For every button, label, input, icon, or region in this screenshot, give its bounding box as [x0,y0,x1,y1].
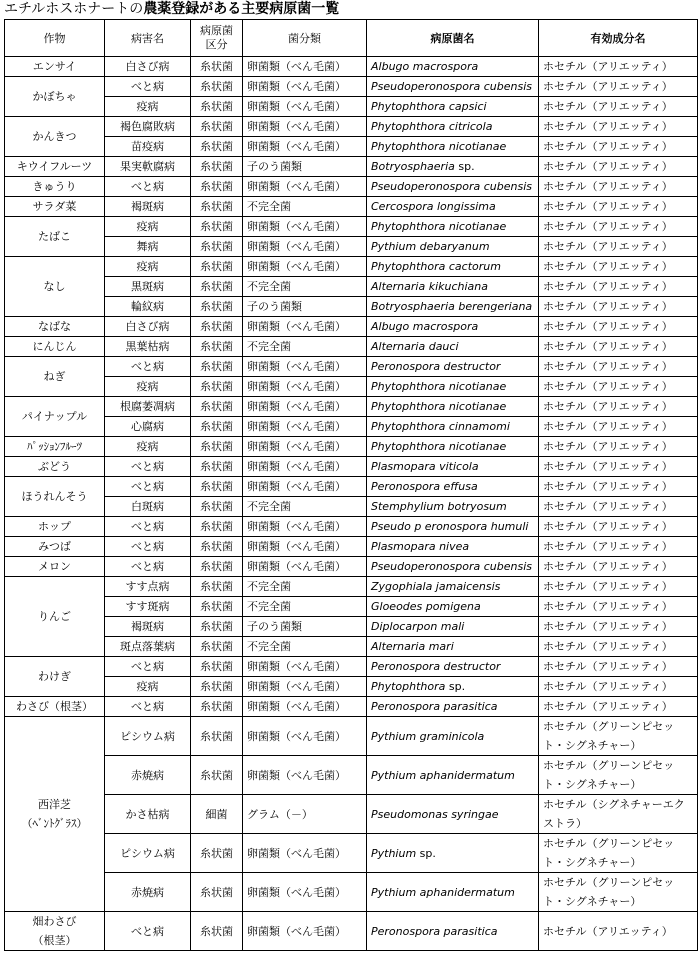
pathogen-cell: Pseudoperonospora cubensis [367,177,539,197]
pathogen-table [4,19,698,951]
pathogen-cell: Albugo macrospora [367,57,539,77]
class-cell: 不完全菌 [243,337,367,357]
ingredient-cell: ホセチル（アリエッティ） [539,637,698,657]
class-cell: 卵菌類（べん毛菌） [243,57,367,77]
class-cell: 卵菌類（べん毛菌） [243,477,367,497]
table-row [5,377,698,397]
class-cell: 卵菌類（べん毛菌） [243,557,367,577]
pathogen-cell: Plasmopara viticola [367,457,539,477]
ingredient-cell: ホセチル（アリエッティ） [539,137,698,157]
pathogen-cell [367,677,539,697]
table-row [5,197,698,217]
header-class: 菌分類 [243,20,367,57]
ingredient-cell: ホセチル（アリエッティ） [539,437,698,457]
crop-cell: かぼちゃ [5,77,105,117]
pathogen-cell: Peronospora parasitica [367,697,539,717]
category-cell: 糸状菌 [191,277,243,297]
table-row [5,795,698,834]
crop-cell: キウイフルーツ [5,157,105,177]
pathogen-cell: Phytophthora nicotianae [367,377,539,397]
table-row [5,677,698,697]
disease-cell: 輪紋病 [105,297,191,317]
class-cell: 卵菌類（べん毛菌） [243,657,367,677]
ingredient-cell: ホセチル（アリエッティ） [539,597,698,617]
disease-cell: 舞病 [105,237,191,257]
pathogen-cell: Phytophthora citricola [367,117,539,137]
table-row [5,577,698,597]
class-cell: 卵菌類（べん毛菌） [243,357,367,377]
category-cell: 糸状菌 [191,657,243,677]
pathogen-cell: Albugo macrospora [367,317,539,337]
disease-cell: 苗疫病 [105,137,191,157]
disease-cell: べと病 [105,457,191,477]
header-category [191,20,243,57]
header-pathogen: 病原菌名 [367,20,539,57]
class-cell: 卵菌類（べん毛菌） [243,177,367,197]
category-cell: 糸状菌 [191,217,243,237]
table-row [5,497,698,517]
class-cell: 子のう菌類 [243,617,367,637]
category-cell: 糸状菌 [191,377,243,397]
table-row [5,437,698,457]
pathogen-cell: Peronospora effusa [367,477,539,497]
category-cell: 糸状菌 [191,912,243,951]
crop-name-line2: （ﾍﾞﾝﾄｸﾞﾗｽ） [21,817,88,830]
class-cell: 卵菌類（べん毛菌） [243,217,367,237]
disease-cell: 疫病 [105,97,191,117]
ingredient-cell: ホセチル（アリエッティ） [539,377,698,397]
disease-cell: 白さび病 [105,317,191,337]
ingredient-cell: ホセチル（グリーンピセット・シグネチャー） [539,717,698,756]
crop-cell: なばな [5,317,105,337]
category-cell: 糸状菌 [191,834,243,873]
crop-cell: ぶどう [5,457,105,477]
table-row [5,457,698,477]
pathogen-cell: Pseudoperonospora cubensis [367,77,539,97]
crop-cell: メロン [5,557,105,577]
ingredient-cell: ホセチル（アリエッティ） [539,677,698,697]
disease-cell: べと病 [105,657,191,677]
table-row [5,357,698,377]
pathogen-cell: Cercospora longissima [367,197,539,217]
category-cell: 糸状菌 [191,257,243,277]
category-cell: 糸状菌 [191,756,243,795]
crop-name-line2: （根茎） [32,934,77,947]
ingredient-cell: ホセチル（グリーンピセット・シグネチャー） [539,873,698,912]
pathogen-cell: Phytophthora cactorum [367,257,539,277]
class-cell: 卵菌類（べん毛菌） [243,257,367,277]
disease-cell: 褐色腐敗病 [105,117,191,137]
category-cell: 糸状菌 [191,417,243,437]
category-cell: 糸状菌 [191,437,243,457]
table-row [5,597,698,617]
class-cell: 卵菌類（べん毛菌） [243,537,367,557]
ingredient-cell: ホセチル（アリエッティ） [539,577,698,597]
ingredient-cell: ホセチル（シグネチャーエクストラ） [539,795,698,834]
table-row [5,477,698,497]
crop-cell: ねぎ [5,357,105,397]
table-row [5,77,698,97]
class-cell: 卵菌類（べん毛菌） [243,697,367,717]
table-row [5,217,698,237]
class-cell: 卵菌類（べん毛菌） [243,237,367,257]
ingredient-cell: ホセチル（アリエッティ） [539,217,698,237]
class-cell: 子のう菌類 [243,297,367,317]
table-row [5,97,698,117]
ingredient-cell: ホセチル（アリエッティ） [539,197,698,217]
header-ingredient: 有効成分名 [539,20,698,57]
pathogen-genus: Pythium [371,846,417,860]
disease-cell: 白斑病 [105,497,191,517]
class-cell: 不完全菌 [243,597,367,617]
disease-cell: べと病 [105,557,191,577]
disease-cell: 褐斑病 [105,617,191,637]
ingredient-cell: ホセチル（アリエッティ） [539,617,698,637]
disease-cell: 白さび病 [105,57,191,77]
table-row [5,657,698,677]
category-cell: 糸状菌 [191,457,243,477]
category-cell: 糸状菌 [191,617,243,637]
class-cell: 卵菌類（べん毛菌） [243,97,367,117]
disease-cell: べと病 [105,77,191,97]
crop-cell [5,912,105,951]
disease-cell: 疫病 [105,257,191,277]
category-cell: 糸状菌 [191,397,243,417]
ingredient-cell: ホセチル（アリエッティ） [539,277,698,297]
table-row [5,617,698,637]
pathogen-genus: Phytophthora [371,680,446,693]
ingredient-cell: ホセチル（アリエッティ） [539,357,698,377]
pathogen-cell: Pythium aphanidermatum [367,873,539,912]
pathogen-cell: Pythium graminicola [367,717,539,756]
class-cell: 卵菌類（べん毛菌） [243,437,367,457]
pathogen-cell: Peronospora parasitica [367,912,539,951]
class-cell: 卵菌類（べん毛菌） [243,457,367,477]
class-cell: 卵菌類（べん毛菌） [243,137,367,157]
disease-cell: 斑点落葉病 [105,637,191,657]
pathogen-cell: Phytophthora nicotianae [367,137,539,157]
ingredient-cell: ホセチル（グリーンピセット・シグネチャー） [539,834,698,873]
table-row [5,717,698,756]
pathogen-cell: Stemphylium botryosum [367,497,539,517]
crop-cell: たばこ [5,217,105,257]
crop-cell: ﾊﾟｯｼｮﾝﾌﾙｰﾂ [5,437,105,457]
category-cell: 糸状菌 [191,197,243,217]
class-cell: 卵菌類（べん毛菌） [243,397,367,417]
category-cell: 糸状菌 [191,597,243,617]
pathogen-cell: Phytophthora nicotianae [367,217,539,237]
crop-cell: りんご [5,577,105,657]
disease-cell: べと病 [105,912,191,951]
disease-cell: 心腐病 [105,417,191,437]
pathogen-cell: Pseudomonas syringae [367,795,539,834]
crop-cell: みつば [5,537,105,557]
ingredient-cell: ホセチル（グリーンピセット・シグネチャー） [539,756,698,795]
class-cell: 卵菌類（べん毛菌） [243,677,367,697]
category-cell: 糸状菌 [191,557,243,577]
table-row [5,873,698,912]
crop-cell: にんじん [5,337,105,357]
disease-cell: 果実軟腐病 [105,157,191,177]
table-row [5,177,698,197]
crop-name-line1: 西洋芝 [38,798,71,811]
category-cell: 糸状菌 [191,137,243,157]
disease-cell: 赤焼病 [105,873,191,912]
disease-cell: べと病 [105,177,191,197]
category-cell: 糸状菌 [191,117,243,137]
pathogen-cell: Peronospora destructor [367,657,539,677]
category-cell: 糸状菌 [191,237,243,257]
ingredient-cell: ホセチル（アリエッティ） [539,477,698,497]
ingredient-cell: ホセチル（アリエッティ） [539,177,698,197]
class-cell: 卵菌類（べん毛菌） [243,117,367,137]
ingredient-cell: ホセチル（アリエッティ） [539,417,698,437]
header-disease: 病害名 [105,20,191,57]
category-cell: 糸状菌 [191,97,243,117]
category-cell: 糸状菌 [191,517,243,537]
title-main: 農薬登録がある主要病原菌一覧 [143,1,340,17]
header-category-line1: 病原菌 [200,24,233,37]
crop-cell: ほうれんそう [5,477,105,517]
crop-cell: かんきつ [5,117,105,157]
ingredient-cell: ホセチル（アリエッティ） [539,57,698,77]
table-row [5,417,698,437]
category-cell: 糸状菌 [191,317,243,337]
table-row [5,297,698,317]
pathogen-species: sp. [454,160,475,173]
ingredient-cell: ホセチル（アリエッティ） [539,317,698,337]
crop-name-line1: 畑わさび [32,915,77,928]
category-cell: 糸状菌 [191,637,243,657]
ingredient-cell: ホセチル（アリエッティ） [539,697,698,717]
class-cell: 卵菌類（べん毛菌） [243,377,367,397]
class-cell: 卵菌類（べん毛菌） [243,77,367,97]
disease-cell: 疫病 [105,437,191,457]
title-prefix: エチルホスホナートの [4,1,144,17]
class-cell: 卵菌類（べん毛菌） [243,417,367,437]
header-row [5,20,698,57]
crop-cell: きゅうり [5,177,105,197]
class-cell: 卵菌類（べん毛菌） [243,717,367,756]
pathogen-cell: Diplocarpon mali [367,617,539,637]
pathogen-cell: Gloeodes pomigena [367,597,539,617]
ingredient-cell: ホセチル（アリエッティ） [539,397,698,417]
header-crop: 作物 [5,20,105,57]
class-cell: 卵菌類（べん毛菌） [243,873,367,912]
table-row [5,834,698,873]
class-cell: 卵菌類（べん毛菌） [243,756,367,795]
class-cell: 不完全菌 [243,497,367,517]
class-cell: 不完全菌 [243,577,367,597]
category-cell: 糸状菌 [191,577,243,597]
table-row [5,397,698,417]
category-cell: 糸状菌 [191,677,243,697]
table-row [5,157,698,177]
table-row [5,697,698,717]
crop-cell: サラダ菜 [5,197,105,217]
crop-cell: わけぎ [5,657,105,697]
class-cell: 卵菌類（べん毛菌） [243,912,367,951]
table-row [5,537,698,557]
category-cell: 糸状菌 [191,477,243,497]
ingredient-cell: ホセチル（アリエッティ） [539,157,698,177]
category-cell: 糸状菌 [191,697,243,717]
class-cell: 卵菌類（べん毛菌） [243,317,367,337]
table-row [5,237,698,257]
category-cell: 糸状菌 [191,873,243,912]
crop-cell: ホップ [5,517,105,537]
ingredient-cell: ホセチル（アリエッティ） [539,237,698,257]
pathogen-species: sp. [445,680,466,693]
disease-cell: べと病 [105,517,191,537]
crop-cell: わさび（根茎） [5,697,105,717]
disease-cell: ピシウム病 [105,717,191,756]
disease-cell: 疫病 [105,677,191,697]
ingredient-cell: ホセチル（アリエッティ） [539,297,698,317]
class-cell: 不完全菌 [243,637,367,657]
table-row [5,557,698,577]
ingredient-cell: ホセチル（アリエッティ） [539,557,698,577]
category-cell: 糸状菌 [191,357,243,377]
ingredient-cell: ホセチル（アリエッティ） [539,257,698,277]
ingredient-cell: ホセチル（アリエッティ） [539,457,698,477]
crop-cell: エンサイ [5,57,105,77]
table-row [5,57,698,77]
table-row [5,637,698,657]
class-cell: 卵菌類（べん毛菌） [243,834,367,873]
pathogen-cell: Alternaria mari [367,637,539,657]
ingredient-cell: ホセチル（アリエッティ） [539,537,698,557]
pathogen-cell [367,834,539,873]
pathogen-cell: Alternaria dauci [367,337,539,357]
ingredient-cell: ホセチル（アリエッティ） [539,657,698,677]
disease-cell: 黒葉枯病 [105,337,191,357]
disease-cell: 疫病 [105,217,191,237]
disease-cell: べと病 [105,357,191,377]
category-cell: 糸状菌 [191,297,243,317]
pathogen-cell: Alternaria kikuchiana [367,277,539,297]
ingredient-cell: ホセチル（アリエッティ） [539,97,698,117]
pathogen-cell: Plasmopara nivea [367,537,539,557]
pathogen-cell: Phytophthora cinnamomi [367,417,539,437]
category-cell: 糸状菌 [191,177,243,197]
pathogen-cell: Phytophthora capsici [367,97,539,117]
category-cell: 糸状菌 [191,337,243,357]
disease-cell: べと病 [105,537,191,557]
category-cell: 糸状菌 [191,537,243,557]
crop-cell [5,717,105,912]
category-cell: 細菌 [191,795,243,834]
ingredient-cell: ホセチル（アリエッティ） [539,497,698,517]
pathogen-cell: Pseudoperonospora cubensis [367,557,539,577]
pathogen-cell: Pythium aphanidermatum [367,756,539,795]
table-row [5,277,698,297]
class-cell: 卵菌類（べん毛菌） [243,517,367,537]
ingredient-cell: ホセチル（アリエッティ） [539,912,698,951]
pathogen-cell: Pythium debaryanum [367,237,539,257]
disease-cell: べと病 [105,477,191,497]
category-cell: 糸状菌 [191,497,243,517]
table-row [5,137,698,157]
table-row [5,257,698,277]
disease-cell: 赤焼病 [105,756,191,795]
ingredient-cell: ホセチル（アリエッティ） [539,117,698,137]
ingredient-cell: ホセチル（アリエッティ） [539,77,698,97]
pathogen-cell: Peronospora destructor [367,357,539,377]
pathogen-genus: Botryosphaeria [371,160,455,173]
ingredient-cell: ホセチル（アリエッティ） [539,517,698,537]
disease-cell: すす斑病 [105,597,191,617]
category-cell: 糸状菌 [191,717,243,756]
pathogen-cell: Phytophthora nicotianae [367,397,539,417]
disease-cell: 根腐萎凋病 [105,397,191,417]
table-row [5,517,698,537]
table-row [5,756,698,795]
crop-cell: なし [5,257,105,317]
table-row [5,912,698,951]
disease-cell: 褐斑病 [105,197,191,217]
pathogen-species: sp. [416,846,436,860]
ingredient-cell: ホセチル（アリエッティ） [539,337,698,357]
table-row [5,117,698,137]
disease-cell: 疫病 [105,377,191,397]
table-row [5,317,698,337]
disease-cell: べと病 [105,697,191,717]
disease-cell: ピシウム病 [105,834,191,873]
category-cell: 糸状菌 [191,77,243,97]
pathogen-cell [367,157,539,177]
page-title [4,0,339,18]
table-row [5,337,698,357]
crop-cell: パイナップル [5,397,105,437]
class-cell: 不完全菌 [243,197,367,217]
pathogen-cell: Pseudo p eronospora humuli [367,517,539,537]
disease-cell: かさ枯病 [105,795,191,834]
disease-cell: すす点病 [105,577,191,597]
category-cell: 糸状菌 [191,157,243,177]
disease-cell: 黒斑病 [105,277,191,297]
pathogen-cell: Phytophthora nicotianae [367,437,539,457]
class-cell: 不完全菌 [243,277,367,297]
pathogen-cell: Zygophiala jamaicensis [367,577,539,597]
class-cell: 子のう菌類 [243,157,367,177]
pathogen-cell: Botryosphaeria berengeriana [367,297,539,317]
class-cell: グラム（－） [243,795,367,834]
header-category-line2: 区分 [205,38,228,51]
category-cell: 糸状菌 [191,57,243,77]
